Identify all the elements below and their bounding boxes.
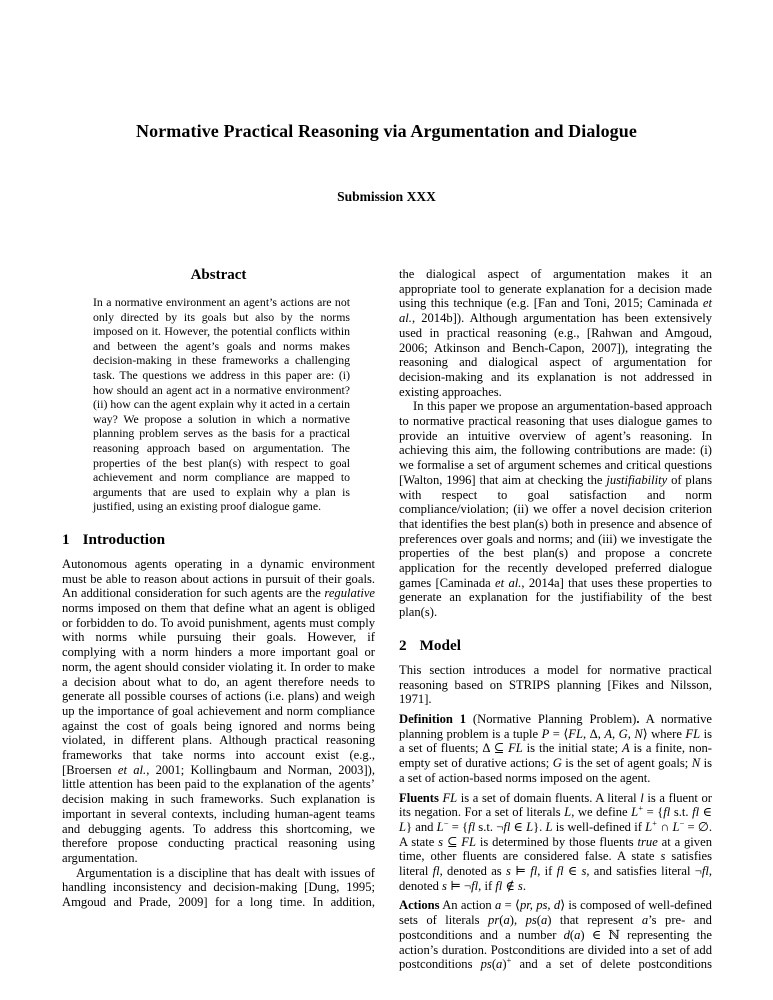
left-column [62, 267, 375, 910]
definition-1-paragraph: Definition 1 (Normative Planning Problem). A normative planning problem is a tuple P = ⟨FL, Δ, A, G, N⟩ where FL is a set of fluents; Δ ⊆ FL is the initial state; A is a finite, non-empty set of durative actions; G is the set of agent goals; N is a set of action-based norms imposed on the agent. [399, 711, 712, 785]
intro-paragraph-1: Autonomous agents operating in a dynamic environment must be able to reason about actions in pursuit of their goals. An additional consideration for such agents are the regulative norms imposed on them that define what an agent is obliged or forbidden to do. To avoid punishment, agents must comply with norms while pursuing their goals. However, if complying with a norm hinders a more important goal or norm, the agent should consider violating it. In order to make a decision about what to do, an agent therefore needs to generate all possible courses of actions (i.e. plans) and weigh up the importance of goal achievement and norm compliance against the cost of goals being ignored and norms being violated, in different plans. Although practical reasoning frameworks that take norms into account exist (e.g., [Broersen et al., 2001; Kollingbaum and Norman, 2003]), little attention has been paid to the explanation of the agents’ decision making in such frameworks. Such explanation is important in several contexts, including human-agent teams and debugging agents. To address this shortcoming, we therefore propose conducting practical reasoning using argumentation. [62, 556, 375, 865]
section-2-number: 2 [399, 636, 407, 654]
two-column-body [0, 267, 773, 972]
section-1-title: Introduction [82, 530, 166, 548]
paper-author: Submission XXX [337, 189, 436, 204]
abstract-heading: Abstract [190, 267, 247, 283]
section-1-number: 1 [62, 530, 70, 548]
section-2-title: Model [419, 636, 461, 654]
intro-paragraph-2-continued: the dialogical aspect of argumentation makes it an appropriate tool to generate explanation for a decision made using this technique (e.g. [Fan and Toni, 2015; Caminada et al., 2014b]). Although argumentation has been extensively used in practical reasoning (e.g., [Rahwan and Amgoud, 2006; Atkinson and Bench-Capon, 2007]), integrating the reasoning and dialogical aspect of argumentation for decision-making and its explanation is not addressed in existing approaches. [399, 267, 712, 399]
section-2-heading [399, 637, 712, 655]
model-intro-paragraph: This section introduces a model for normative practical reasoning based on STRIPS planning [Fikes and Nilsson, 1971]. [399, 662, 712, 707]
right-column [399, 267, 712, 972]
intro-paragraph-2: Argumentation is a discipline that has dealt with issues of handling inconsistency and decision-making [Dung, 1995; Amgoud and Prade, 2009] for a long time. In addition, [62, 865, 375, 910]
intro-paragraph-3: In this paper we propose an argumentation-based approach to normative practical reasoning that uses dialogue games to provide an intuitive overview of agent’s reasoning. In achieving this aim, the following contributions are made: (i) we formalise a set of argument schemes and critical questions [Walton, 1996] that aim at checking the justifiability of plans with respect to goal satisfaction and norm compliance/violation; (ii) we offer a novel decision criterion that identifies the best plan(s) both in presence and absence of preferences over goals and norms; and (iii) we investigate the properties of the best plan(s) and propose a concrete application for the recently developed preferred dialogue games [Caminada et al., 2014a] that uses these properties to generate an explanation for the justifiability of the best plan(s). [399, 399, 712, 620]
actions-paragraph: Actions An action a = ⟨pr, ps, d⟩ is composed of well-defined sets of literals pr(a), ps(a) that represent a’s pre- and postconditions and a number d(a) ∈ ℕ representing the action’s duration. Postconditions are divided into a set of add postconditions ps(a)+ and a set of delete postconditions [399, 898, 712, 972]
abstract-body: In a normative environment an agent’s actions are not only directed by its goals but also by the norms imposed on it. However, the potential conflicts within and between the agent’s goals and norms makes decision-making in these frameworks a challenging task. The questions we address in this paper are: (i) how should an agent act in a normative environment? (ii) how can the agent explain why it acted in a certain way? We propose a solution in which a normative planning problem serves as the basis for a practical reasoning approach based on argumentation. The properties of the best plan(s) with respect to goal achievement and norm compliance are mapped to arguments that are used to explain why a plan is justified, using an existing proof dialogue game. [93, 295, 350, 514]
section-1-heading [62, 531, 375, 549]
paper-title: Normative Practical Reasoning via Argumentation and Dialogue [136, 121, 637, 141]
fluents-paragraph: Fluents FL is a set of domain fluents. A literal l is a fluent or its negation. For a set of literals L, we define L+ = {fl s.t. fl ∈ L} and L− = {fl s.t. ¬fl ∈ L}. L is well-defined if L+ ∩ L− = ∅. A state s ⊆ FL is determined by those fluents true at a given time, other fluents are considered false. A state s satisfies literal fl, denoted as s ⊨ fl, if fl ∈ s, and satisfies literal ¬fl, denoted s ⊨ ¬fl, if fl ∉ s. [399, 790, 713, 893]
